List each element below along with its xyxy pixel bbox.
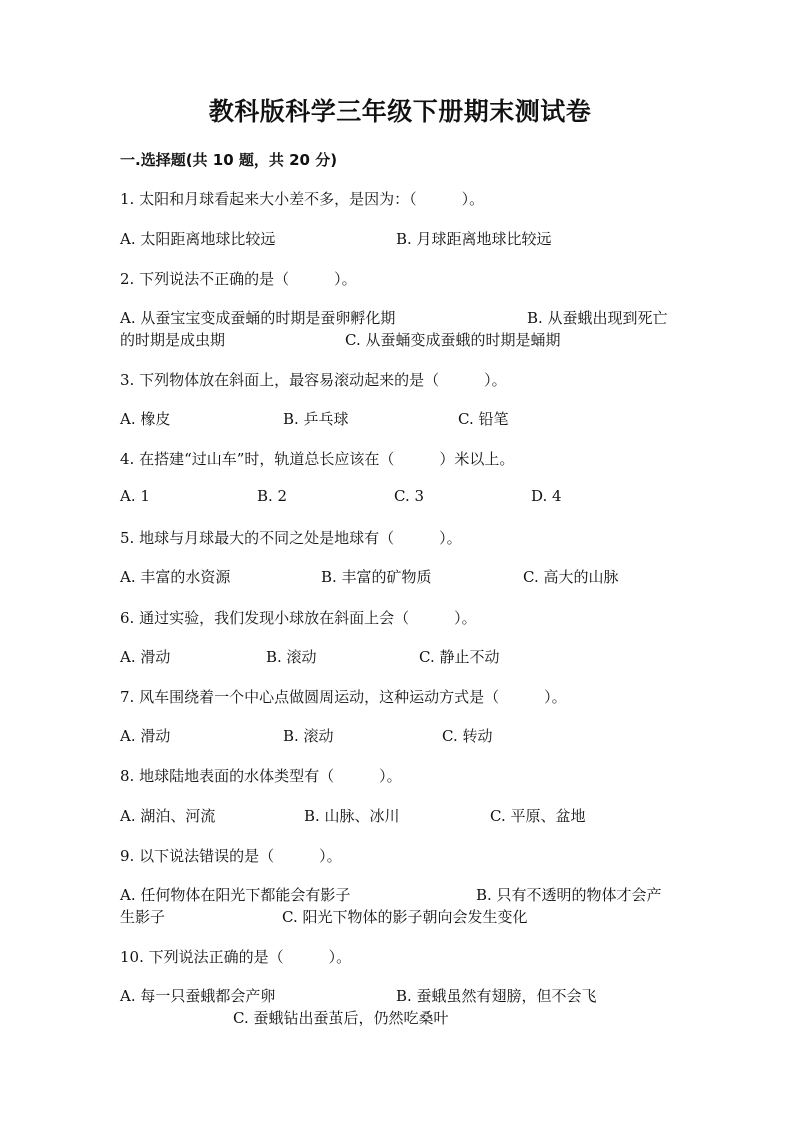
q5-option-c: C. 高大的山脉 [523, 568, 619, 586]
question-3: 3. 下列物体放在斜面上，最容易滚动起来的是（ ）。 [120, 371, 507, 389]
q6-option-a: A. 滑动 [120, 648, 171, 666]
q10-option-a: A. 每一只蚕蛾都会产卵 [120, 987, 276, 1005]
question-10: 10. 下列说法正确的是（ ）。 [120, 948, 352, 966]
question-1: 1. 太阳和月球看起来大小差不多，是因为：（ ）。 [120, 190, 485, 208]
question-4: 4. 在搭建“过山车”时，轨道总长应该在（ ）米以上。 [120, 450, 515, 468]
q9-option-a: A. 任何物体在阳光下都能会有影子 [120, 886, 351, 904]
q9-option-b-cont: 生影子 [120, 908, 166, 926]
q1-option-b: B. 月球距离地球比较远 [396, 230, 552, 248]
q8-option-c: C. 平原、盆地 [490, 807, 586, 825]
q2-option-b-cont: 的时期是成虫期 [120, 331, 226, 349]
q3-option-c: C. 铅笔 [458, 410, 509, 428]
q2-option-b: B. 从蚕蛾出现到死亡 [527, 309, 668, 327]
q8-option-b: B. 山脉、冰川 [304, 807, 400, 825]
q2-option-c: C. 从蚕蛹变成蚕蛾的时期是蛹期 [345, 331, 561, 349]
q2-option-a: A. 从蚕宝宝变成蚕蛹的时期是蚕卵孵化期 [120, 309, 396, 327]
q9-option-c: C. 阳光下物体的影子朝向会发生变化 [282, 908, 528, 926]
q5-option-a: A. 丰富的水资源 [120, 568, 231, 586]
question-6: 6. 通过实验，我们发现小球放在斜面上会（ ）。 [120, 609, 477, 627]
q9-option-b: B. 只有不透明的物体才会产 [476, 886, 662, 904]
q7-option-b: B. 滚动 [283, 727, 334, 745]
question-2: 2. 下列说法不正确的是（ ）。 [120, 270, 357, 288]
q10-option-c: C. 蚕蛾钻出蚕茧后，仍然吃桑叶 [233, 1009, 449, 1027]
q8-option-a: A. 湖泊、河流 [120, 807, 216, 825]
section-heading: 一.选择题(共 10 题，共 20 分) [120, 151, 338, 169]
q6-option-c: C. 静止不动 [419, 648, 500, 666]
q6-option-b: B. 滚动 [266, 648, 317, 666]
q4-option-a: A. 1 [120, 487, 150, 505]
question-5: 5. 地球与月球最大的不同之处是地球有（ ）。 [120, 529, 462, 547]
q1-option-a: A. 太阳距离地球比较远 [120, 230, 276, 248]
q4-option-c: C. 3 [394, 487, 425, 505]
question-9: 9. 以下说法错误的是（ ）。 [120, 847, 342, 865]
exam-title: 教科版科学三年级下册期末测试卷 [208, 97, 592, 126]
q10-option-b: B. 蚕蛾虽然有翅膀，但不会飞 [396, 987, 597, 1005]
q7-option-a: A. 滑动 [120, 727, 171, 745]
question-8: 8. 地球陆地表面的水体类型有（ ）。 [120, 767, 402, 785]
q5-option-b: B. 丰富的矿物质 [321, 568, 432, 586]
q4-option-d: D. 4 [531, 487, 562, 505]
q7-option-c: C. 转动 [442, 727, 493, 745]
question-7: 7. 风车围绕着一个中心点做圆周运动，这种运动方式是（ ）。 [120, 688, 567, 706]
q3-option-a: A. 橡皮 [120, 410, 171, 428]
q3-option-b: B. 乒乓球 [283, 410, 349, 428]
q4-option-b: B. 2 [257, 487, 288, 505]
